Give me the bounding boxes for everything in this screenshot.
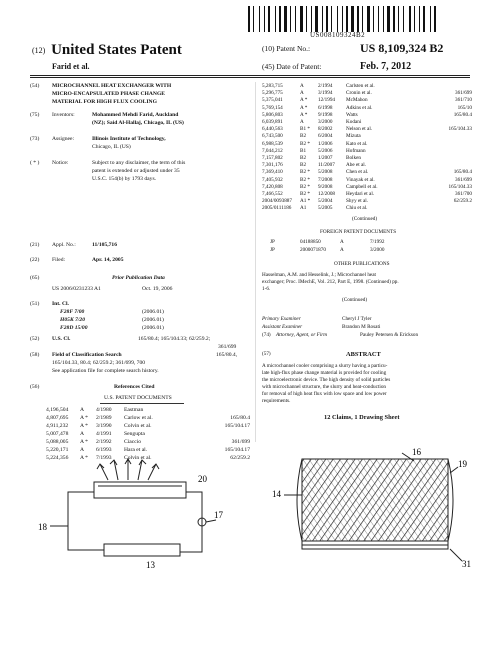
barcode-bar <box>387 6 390 32</box>
us-ref-cls: 361/699 <box>454 176 472 183</box>
us-ref-kind: B2 <box>300 155 307 161</box>
title-line-3: MATERIAL FOR HIGH FLUX COOLING <box>52 99 157 105</box>
barcode-bar <box>264 6 265 32</box>
fig2-label-16: 16 <box>412 447 421 457</box>
int-cl-2: H05K 7/20 <box>60 317 86 323</box>
fig2-label-19: 19 <box>458 459 467 469</box>
us-ref-date: 9/2008 <box>318 183 333 190</box>
us-ref-no: 5,224,356 <box>46 455 69 461</box>
other-pub-line-3: 1-6. <box>262 286 271 292</box>
barcode-bar <box>414 6 415 32</box>
assignee-line-1: Illinois Institute of Technology, <box>92 136 166 142</box>
assistant-examiner: Brandon M Rosati <box>342 324 381 330</box>
int-cl-1-date: (2006.01) <box>142 309 164 315</box>
us-ref-name: Kato et al. <box>346 140 368 147</box>
us-ref-cls: 165/104.33 <box>448 126 472 133</box>
us-ref-name: Cronin et al. <box>346 90 372 97</box>
us-ref-no: 4,196,504 <box>46 407 69 413</box>
inid-code-56: (56) <box>30 384 40 390</box>
us-ref-date: 5/2004 <box>318 198 333 205</box>
us-ref-cls: 361/699 <box>454 90 472 97</box>
us-ref-no: 6,440,563 <box>262 126 283 133</box>
inid-code-51: (51) <box>30 301 40 307</box>
assignee-label: Assignee: <box>52 136 75 142</box>
barcode-bar <box>346 6 348 32</box>
barcode-bar <box>268 6 270 32</box>
us-ref-cls: 165/80.4 <box>230 415 250 421</box>
us-ref-kind: A * <box>300 111 308 118</box>
us-ref-cls: 62/259.2 <box>230 455 250 461</box>
foreign-ref-cc: JP <box>270 246 275 253</box>
us-ref-date: 3/2000 <box>318 119 333 125</box>
us-cl-value: 165/80.4; 165/104.33; 62/259.2; <box>138 336 211 342</box>
barcode-bar <box>378 6 379 32</box>
barcode-bar <box>251 6 252 32</box>
us-ref-cls: 361/700 <box>454 191 472 197</box>
barcode-bar <box>259 6 260 32</box>
figure-2-drawing <box>262 445 482 575</box>
us-ref-no: 7,369,410 <box>262 169 283 176</box>
us-ref-kind: B1 <box>300 147 307 154</box>
patent-no-label: Patent No.: <box>276 44 311 53</box>
references-cited-heading: References Cited <box>114 384 155 390</box>
barcode-bar <box>326 6 328 32</box>
us-ref-kind: B1 * <box>300 126 310 133</box>
barcode-bar <box>360 6 361 32</box>
us-ref-name: Chiu et al. <box>346 205 368 212</box>
barcode-bar <box>255 6 258 32</box>
us-ref-kind: B2 * <box>300 191 310 197</box>
us-ref-name: Chen et al. <box>346 169 369 176</box>
abstract-line-5: for removal of high heat flux with low space and low power <box>262 391 387 397</box>
inid-code-45: (45) <box>262 62 275 71</box>
barcode-bar <box>391 6 392 32</box>
inventor-short: Farid et al. <box>52 62 90 71</box>
us-ref-no: 5,296,775 <box>262 90 283 97</box>
us-ref-name: Nelson et al. <box>346 126 373 133</box>
us-ref-date: 6/1993 <box>96 447 112 453</box>
us-ref-date: 2/1989 <box>96 415 112 421</box>
us-ref-name: Colvin et al. <box>124 455 152 461</box>
int-cl-1: F28F 7/00 <box>60 309 85 315</box>
us-ref-kind: B2 <box>300 162 307 169</box>
country-title: United States Patent <box>51 42 182 58</box>
us-ref-no: 5,806,803 <box>262 111 283 118</box>
us-ref-name: Carlsten et al. <box>346 83 375 89</box>
inid-code-58: (58) <box>30 352 40 358</box>
us-ref-no: 4,911,232 <box>46 423 69 429</box>
us-ref-kind: A1 <box>300 205 307 212</box>
barcode-bar <box>248 6 250 32</box>
us-ref-name: Heydari et al. <box>346 191 375 197</box>
barcode-bar <box>375 6 377 32</box>
barcode-bar <box>416 6 418 32</box>
us-ref-date: 1/2007 <box>318 155 333 161</box>
us-ref-name: Mizuta <box>346 133 361 140</box>
barcode-bar <box>290 6 291 32</box>
inid-code-65: (65) <box>30 275 40 281</box>
us-ref-no: 7,420,808 <box>262 183 283 190</box>
barcode-bar <box>266 6 267 32</box>
barcode-bar <box>385 6 386 32</box>
inid-code-21: (21) <box>30 242 40 248</box>
assistant-examiner-label: Assistant Examiner <box>262 324 303 330</box>
patent-date-line <box>262 61 412 72</box>
barcode-bar <box>409 6 411 32</box>
barcode-bar <box>364 6 366 32</box>
barcode-bar <box>437 6 438 32</box>
us-ref-kind: A <box>300 83 304 89</box>
abstract-line-6: requirements. <box>262 398 291 404</box>
us-ref-kind: A1 * <box>300 198 311 205</box>
us-ref-date: 8/2002 <box>318 126 333 133</box>
us-ref-name: Hara et al. <box>124 447 148 453</box>
us-ref-name: Eastman <box>124 407 144 413</box>
us-ref-date: 4/1991 <box>96 431 112 437</box>
inid-code-52: (52) <box>30 336 40 342</box>
barcode-bar <box>304 6 305 32</box>
barcode-bar <box>426 6 429 32</box>
barcode-bar <box>308 6 310 32</box>
barcode-bar <box>405 6 408 32</box>
us-patent-documents-heading: U.S. PATENT DOCUMENTS <box>104 395 172 401</box>
us-ref-name: McMahon <box>346 97 368 104</box>
barcode-bar <box>271 6 274 32</box>
us-ref-no: 5,220,171 <box>46 447 69 453</box>
barcode-bar <box>423 6 425 32</box>
foreign-ref-no: 2000071870 <box>300 246 326 253</box>
us-ref-cls: 165/104.17 <box>224 447 250 453</box>
us-ref-date: 7/1993 <box>96 455 112 461</box>
field-search-value: 165/80.4, <box>216 352 238 358</box>
notice-line-3: U.S.C. 154(b) by 1793 days. <box>92 176 157 182</box>
barcode-bar <box>434 6 436 32</box>
us-cl-value-2: 361/699 <box>218 344 237 350</box>
us-ref-date: 11/2007 <box>318 162 335 169</box>
barcode-bar <box>311 6 312 32</box>
us-ref-no: 5,088,005 <box>46 439 69 445</box>
us-ref-name: Adkins et al. <box>346 104 373 111</box>
us-ref-no: 7,301,176 <box>262 162 283 169</box>
prior-publication-heading: Prior Publication Data <box>112 275 165 281</box>
barcode-bar <box>315 6 318 32</box>
us-ref-kind: A <box>80 447 85 453</box>
foreign-ref-date: 3/2000 <box>370 246 385 253</box>
notice-label: Notice: <box>52 160 69 166</box>
barcode-bar <box>403 6 404 32</box>
filed-value: Apr. 14, 2005 <box>92 257 124 263</box>
us-ref-name: Colvin et al. <box>124 423 152 429</box>
fig2-label-31: 31 <box>462 559 471 569</box>
us-ref-date: 12/1994 <box>318 97 336 104</box>
fig1-label-20: 20 <box>198 474 207 484</box>
fig1-label-18: 18 <box>38 522 47 532</box>
barcode-bar <box>357 6 359 32</box>
inventors-line-1: Mohammed Mehdi Farid, Auckland <box>92 112 179 118</box>
us-ref-date: 3/1994 <box>318 90 333 97</box>
us-ref-kind: B2 <box>300 133 307 140</box>
us-ref-kind: A * <box>300 97 308 104</box>
abstract-line-1: A microchannel cooler comprising a slurry having a particu- <box>262 363 388 369</box>
us-ref-cls: 62/259.2 <box>453 198 472 205</box>
other-continued: (Continued) <box>342 297 368 303</box>
us-ref-no: 6,743,500 <box>262 133 283 140</box>
us-ref-cls: 165/104.33 <box>448 183 472 190</box>
foreign-ref-no: 04188850 <box>300 239 321 245</box>
int-cl-label: Int. Cl. <box>52 301 69 307</box>
foreign-ref-kind: A <box>340 246 344 253</box>
us-ref-date: 6/1998 <box>318 104 333 111</box>
us-ref-name: Abe et al. <box>346 162 367 169</box>
us-ref-name: Hofmann <box>346 147 366 154</box>
us-ref-no: 4,807,695 <box>46 415 69 421</box>
us-ref-no: 7,157,802 <box>262 155 283 161</box>
us-ref-name: Campbell et al. <box>346 183 378 190</box>
barcode-bar <box>306 6 307 32</box>
inid-code-73: (73) <box>30 136 40 142</box>
barcode-bar <box>337 6 338 32</box>
abstract-line-3: the microelectronic device. The high density of solid particles <box>262 377 391 383</box>
barcode-bar <box>313 6 314 32</box>
barcode-bar <box>412 6 413 32</box>
inid-code-12: (12) <box>32 46 46 56</box>
foreign-ref-cc: JP <box>270 239 275 245</box>
abstract-line-2: late high-flux phase change material is provided for cooling <box>262 370 387 376</box>
foreign-patent-documents-heading: FOREIGN PATENT DOCUMENTS <box>320 229 397 235</box>
inid-code-57: (57) <box>262 351 271 357</box>
us-ref-date: 5/2008 <box>318 169 333 176</box>
us-ref-kind: A * <box>80 415 88 421</box>
int-cl-3-date: (2006.01) <box>142 325 164 331</box>
int-cl-3: F28D 15/00 <box>60 325 88 331</box>
barcode-bar <box>373 6 374 32</box>
us-ref-cls: 361/710 <box>454 97 472 104</box>
us-ref-date: 5/2005 <box>318 205 333 212</box>
barcode-bar <box>319 6 321 32</box>
assignee-line-2: Chicago, IL (US) <box>92 144 131 150</box>
us-ref-date: 12/2008 <box>318 191 336 197</box>
barcode-bar <box>292 6 294 32</box>
inid-code-22: (22) <box>30 257 40 263</box>
us-ref-name: Carlow et al. <box>124 415 153 421</box>
prior-publication-date: Oct. 19, 2006 <box>142 286 173 292</box>
us-ref-no: 5,283,715 <box>262 83 283 89</box>
us-ref-date: 3/1990 <box>96 423 112 429</box>
inid-code-10: (10) <box>262 44 275 53</box>
field-search-line-1: 165/104.33, 80.4; 62/259.2; 361/699, 700 <box>52 360 146 366</box>
patent-number-line <box>262 41 444 55</box>
us-ref-kind: B2 * <box>300 140 310 147</box>
notice-code: ( * ) <box>30 160 40 166</box>
us-ref-cls: 165/80.4 <box>453 111 472 118</box>
us-ref-date: 6/2004 <box>318 133 333 140</box>
barcode-bar <box>380 6 382 32</box>
us-ref-cls: 165/10 <box>457 104 472 111</box>
us-ref-date: 9/1998 <box>318 111 333 118</box>
us-ref-date: 1/2006 <box>318 140 333 147</box>
field-search-line-2: See application file for complete search history. <box>52 368 159 374</box>
us-ref-name: Bolken <box>346 155 361 161</box>
fig1-label-17: 17 <box>214 510 223 520</box>
barcode-bar <box>430 6 431 32</box>
us-ref-kind: B2 * <box>300 169 310 176</box>
inventors-line-2: (NZ); Said Al-Hallaj, Chicago, IL (US) <box>92 120 184 126</box>
barcode-bar <box>383 6 384 32</box>
prior-publication-number: US 2006/0231233 A1 <box>52 286 101 292</box>
appl-no-label: Appl. No.: <box>52 242 76 248</box>
fig2-label-14: 14 <box>272 489 281 499</box>
inid-code-74: (74) <box>262 332 271 338</box>
other-pub-line-1: Hasselman, A.M. and Hesselink, J.; Microchannel heat <box>262 272 376 278</box>
barcode-bar <box>277 6 278 32</box>
us-ref-kind: A * <box>80 455 88 461</box>
field-search-label: Field of Classification Search <box>52 352 122 358</box>
barcode-bar <box>400 6 402 32</box>
barcode-bar <box>344 6 345 32</box>
barcode-bar <box>322 6 323 32</box>
barcode-bar <box>261 6 263 32</box>
barcode-bar <box>333 6 336 32</box>
notice-line-2: patent is extended or adjusted under 35 <box>92 168 180 174</box>
us-ref-cls: 165/104.17 <box>224 423 250 429</box>
us-ref-no: 5,375,041 <box>262 97 283 104</box>
barcode-bar <box>275 6 276 32</box>
barcode-bar <box>284 6 287 32</box>
us-ref-name: Sengupta <box>124 431 145 437</box>
us-ref-date: 4/1980 <box>96 407 112 413</box>
barcode-bar <box>253 6 254 32</box>
barcode-number: US008109324B2 <box>310 31 366 39</box>
patent-country-title <box>32 42 182 59</box>
us-ref-no: 7,044,212 <box>262 147 283 154</box>
barcode-bar <box>300 6 303 32</box>
foreign-ref-date: 7/1992 <box>370 239 385 245</box>
attorney-label: Attorney, Agent, or Firm <box>276 332 328 338</box>
us-ref-date: 2/1992 <box>96 439 112 445</box>
us-ref-date: 7/2008 <box>318 176 333 183</box>
barcode-bar <box>324 6 325 32</box>
barcode-bar <box>367 6 370 32</box>
us-ref-name: Ciaccio <box>124 439 142 445</box>
barcode-bar <box>355 6 356 32</box>
barcode-bar <box>396 6 397 32</box>
refs-continued: (Continued) <box>352 216 378 222</box>
barcode-bar <box>282 6 283 32</box>
us-ref-name: Shyy et al. <box>346 198 369 205</box>
claims-line: 12 Claims, 1 Drawing Sheet <box>324 414 400 421</box>
barcode <box>248 6 488 32</box>
us-ref-no: 5,007,478 <box>46 431 69 437</box>
us-ref-kind: A * <box>80 439 88 445</box>
us-ref-name: Kodani <box>346 119 362 125</box>
us-ref-no: 6,988,539 <box>262 140 283 147</box>
notice-line-1: Subject to any disclaimer, the term of this <box>92 160 186 166</box>
barcode-bar <box>432 6 433 32</box>
us-ref-no: 7,466,552 <box>262 191 283 197</box>
barcode-bar <box>279 6 281 32</box>
barcode-bar <box>297 6 299 32</box>
barcode-bar <box>349 6 350 32</box>
column-divider <box>255 82 256 442</box>
foreign-ref-kind: A <box>340 239 344 245</box>
us-ref-kind: B2 * <box>300 183 310 190</box>
barcode-bar <box>329 6 330 32</box>
barcode-bar <box>342 6 343 32</box>
us-ref-kind: A * <box>80 423 88 429</box>
us-cl-label: U.S. Cl. <box>52 336 71 342</box>
barcode-bar <box>398 6 399 32</box>
barcode-bar <box>331 6 332 32</box>
us-ref-kind: A <box>80 431 85 437</box>
us-ref-kind: B2 * <box>300 176 310 183</box>
us-ref-kind: A * <box>300 104 308 111</box>
other-publications-heading: OTHER PUBLICATIONS <box>334 261 390 267</box>
inventors-label: Inventors: <box>52 112 75 118</box>
barcode-bar <box>362 6 363 32</box>
us-ref-kind: A <box>300 119 304 125</box>
primary-examiner-label: Primary Examiner <box>262 316 301 322</box>
appl-no-value: 11/105,716 <box>92 242 118 248</box>
us-ref-kind: A <box>300 90 304 97</box>
primary-examiner: Cheryl J Tyler <box>342 316 372 322</box>
filed-label: Filed: <box>52 257 66 263</box>
abstract-heading: ABSTRACT <box>346 351 381 358</box>
us-ref-no: 2004/0093887 <box>262 198 292 205</box>
barcode-bar <box>288 6 289 32</box>
barcode-bar <box>295 6 296 32</box>
us-ref-no: 2005/0111186 <box>262 205 292 212</box>
barcode-bar <box>371 6 372 32</box>
attorney: Pauley Petersen & Erickson <box>360 332 419 338</box>
title-line-1: MICROCHANNEL HEAT EXCHANGER WITH <box>52 83 172 89</box>
us-ref-no: 6,039,891 <box>262 119 283 125</box>
us-ref-name: Vinayak et al. <box>346 176 375 183</box>
other-pub-line-2: exchanger; Proc. IMechE, Vol. 212, Part E, 1998. (Continued) pp. <box>262 279 399 285</box>
us-ref-no: 7,405,932 <box>262 176 283 183</box>
barcode-bar <box>351 6 354 32</box>
us-ref-cls: 165/80.4 <box>453 169 472 176</box>
us-ref-no: 5,769,154 <box>262 104 283 111</box>
header-rule-2 <box>30 77 470 78</box>
inid-code-54: (54) <box>30 83 40 89</box>
us-ref-name: Watts <box>346 111 358 118</box>
barcode-bar <box>419 6 420 32</box>
us-ref-kind: A <box>80 407 85 413</box>
patent-date: Feb. 7, 2012 <box>360 61 412 72</box>
us-ref-date: 2/1994 <box>318 83 333 89</box>
barcode-bar <box>339 6 341 32</box>
us-patent-docs-rule <box>100 403 184 404</box>
figure-1-drawing <box>30 440 230 570</box>
barcode-bar <box>393 6 395 32</box>
fig1-label-13: 13 <box>146 560 155 570</box>
us-ref-cls: 361/699 <box>231 439 250 445</box>
barcode-bar <box>421 6 422 32</box>
header-rule <box>30 75 470 76</box>
date-label: Date of Patent: <box>276 62 322 71</box>
us-ref-date: 5/2006 <box>318 147 333 154</box>
int-cl-2-date: (2006.01) <box>142 317 164 323</box>
inid-code-75: (75) <box>30 112 40 118</box>
patent-number: US 8,109,324 B2 <box>360 41 444 55</box>
title-line-2: MICRO-ENCAPSULATED PHASE CHANGE <box>52 91 166 97</box>
abstract-line-4: with microchannel structure, the slurry and heat-conduction <box>262 384 387 390</box>
